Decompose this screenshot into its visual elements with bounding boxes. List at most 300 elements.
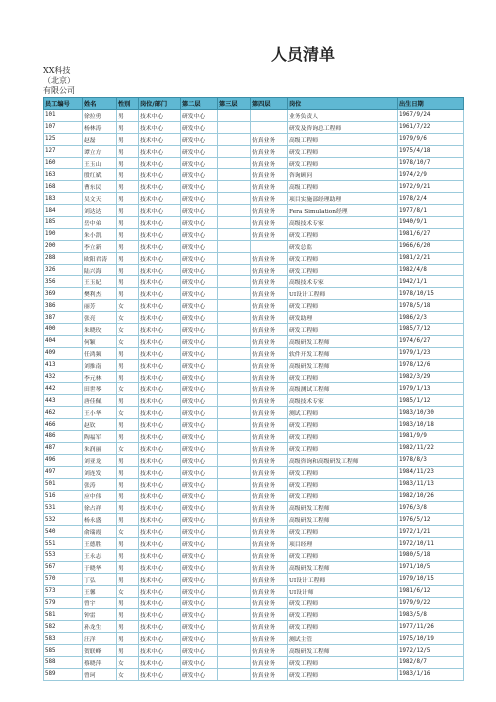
cell-birth-date: 1979/1/23 <box>398 347 464 359</box>
cell-employee-id: 551 <box>44 538 83 550</box>
cell-gender: 男 <box>117 121 139 133</box>
cell-level-4: 仿真业务 <box>251 407 288 419</box>
cell-level-2: 研发中心 <box>181 181 218 193</box>
cell-gender: 女 <box>117 442 139 454</box>
cell-birth-date: 1972/12/5 <box>398 645 464 657</box>
cell-department: 技术中心 <box>139 193 181 205</box>
cell-birth-date: 1982/3/29 <box>398 371 464 383</box>
cell-position: 软件开发工程师 <box>288 347 398 359</box>
cell-department: 技术中心 <box>139 324 181 336</box>
cell-department: 技术中心 <box>139 668 181 680</box>
cell-position: 高级工程师 <box>288 133 398 145</box>
cell-level-3 <box>218 193 251 205</box>
cell-level-2: 研发中心 <box>181 621 218 633</box>
cell-employee-id: 573 <box>44 585 83 597</box>
cell-level-2: 研发中心 <box>181 597 218 609</box>
cell-position: 高级咨询和高级研发工程师 <box>288 454 398 466</box>
cell-level-3 <box>218 419 251 431</box>
cell-employee-id: 581 <box>44 609 83 621</box>
cell-level-3 <box>218 157 251 169</box>
cell-employee-id: 516 <box>44 490 83 502</box>
cell-birth-date: 1979/10/15 <box>398 573 464 585</box>
cell-gender: 男 <box>117 419 139 431</box>
cell-level-3 <box>218 514 251 526</box>
cell-level-4 <box>251 110 288 122</box>
cell-level-3 <box>218 205 251 217</box>
cell-level-3 <box>218 395 251 407</box>
cell-birth-date: 1978/10/15 <box>398 288 464 300</box>
cell-position: 高级工程师 <box>288 181 398 193</box>
cell-name: 蔡晓萍 <box>83 656 117 668</box>
cell-level-4: 仿真业务 <box>251 359 288 371</box>
cell-level-3 <box>218 645 251 657</box>
cell-employee-id: 326 <box>44 264 83 276</box>
cell-level-2: 研发中心 <box>181 240 218 252</box>
cell-level-3 <box>218 264 251 276</box>
cell-department: 技术中心 <box>139 157 181 169</box>
cell-position: 高级研发工程师 <box>288 335 398 347</box>
cell-department: 技术中心 <box>139 609 181 621</box>
cell-position: Fera Simulation经理 <box>288 205 398 217</box>
cell-level-4: 仿真业务 <box>251 252 288 264</box>
cell-level-4: 仿真业务 <box>251 133 288 145</box>
cell-birth-date: 1976/5/12 <box>398 514 464 526</box>
cell-gender: 男 <box>117 538 139 550</box>
cell-position: 高级技术专家 <box>288 276 398 288</box>
cell-level-3 <box>218 240 251 252</box>
cell-level-4: 仿真业务 <box>251 526 288 538</box>
company-line-3: 有限公司 <box>43 86 75 95</box>
cell-level-4: 仿真业务 <box>251 431 288 443</box>
cell-position: 研发工程师 <box>288 324 398 336</box>
cell-position: 业务负责人 <box>288 110 398 122</box>
cell-level-3 <box>218 454 251 466</box>
cell-department: 技术中心 <box>139 371 181 383</box>
cell-position: 高级研发工程师 <box>288 359 398 371</box>
cell-name: 丽芳 <box>83 300 117 312</box>
cell-level-3 <box>218 276 251 288</box>
table-row <box>44 656 464 668</box>
cell-gender: 男 <box>117 561 139 573</box>
table-row <box>44 133 464 145</box>
cell-level-4: 仿真业务 <box>251 645 288 657</box>
cell-gender: 女 <box>117 668 139 680</box>
cell-department: 技术中心 <box>139 347 181 359</box>
cell-employee-id: 443 <box>44 395 83 407</box>
cell-gender: 男 <box>117 573 139 585</box>
cell-department: 技术中心 <box>139 490 181 502</box>
cell-birth-date: 1982/8/7 <box>398 656 464 668</box>
table-row <box>44 668 464 680</box>
cell-employee-id: 101 <box>44 110 83 122</box>
cell-name: 谭立方 <box>83 145 117 157</box>
cell-employee-id: 570 <box>44 573 83 585</box>
cell-employee-id: 501 <box>44 478 83 490</box>
cell-employee-id: 487 <box>44 442 83 454</box>
cell-gender: 男 <box>117 157 139 169</box>
cell-level-2: 研发中心 <box>181 526 218 538</box>
cell-level-4: 仿真业务 <box>251 597 288 609</box>
cell-position: 测试主管 <box>288 633 398 645</box>
cell-department: 技术中心 <box>139 514 181 526</box>
cell-level-2: 研发中心 <box>181 478 218 490</box>
cell-employee-id: 386 <box>44 300 83 312</box>
cell-employee-id: 442 <box>44 383 83 395</box>
cell-birth-date: 1981/2/21 <box>398 252 464 264</box>
cell-level-4: 仿真业务 <box>251 264 288 276</box>
cell-department: 技术中心 <box>139 419 181 431</box>
cell-gender: 女 <box>117 324 139 336</box>
cell-employee-id: 466 <box>44 419 83 431</box>
cell-level-4: 仿真业务 <box>251 169 288 181</box>
cell-employee-id: 356 <box>44 276 83 288</box>
cell-gender: 男 <box>117 371 139 383</box>
cell-birth-date: 1967/9/24 <box>398 110 464 122</box>
cell-level-4: 仿真业务 <box>251 193 288 205</box>
cell-position: 研发助理 <box>288 312 398 324</box>
cell-gender: 女 <box>117 526 139 538</box>
cell-name: 王玉山 <box>83 157 117 169</box>
table-row <box>44 419 464 431</box>
table-row <box>44 490 464 502</box>
cell-level-4: 仿真业务 <box>251 145 288 157</box>
cell-gender: 男 <box>117 490 139 502</box>
cell-level-3 <box>218 633 251 645</box>
cell-birth-date: 1971/10/5 <box>398 561 464 573</box>
table-row <box>44 228 464 240</box>
cell-level-4: 仿真业务 <box>251 371 288 383</box>
cell-level-4: 仿真业务 <box>251 656 288 668</box>
cell-position: 研发工程师 <box>288 300 398 312</box>
cell-birth-date: 1983/10/18 <box>398 419 464 431</box>
cell-level-3 <box>218 288 251 300</box>
table-row <box>44 240 464 252</box>
column-header-department: 岗位/部门 <box>139 98 181 110</box>
cell-department: 技术中心 <box>139 502 181 514</box>
cell-level-2: 研发中心 <box>181 609 218 621</box>
cell-name: 俞瑞霞 <box>83 526 117 538</box>
cell-level-2: 研发中心 <box>181 157 218 169</box>
cell-name: 王玉紀 <box>83 276 117 288</box>
cell-level-2: 研发中心 <box>181 169 218 181</box>
cell-gender: 男 <box>117 609 139 621</box>
cell-name: 殷红斌 <box>83 169 117 181</box>
cell-employee-id: 127 <box>44 145 83 157</box>
cell-level-3 <box>218 549 251 561</box>
cell-level-2: 研发中心 <box>181 561 218 573</box>
cell-birth-date: 1983/1/16 <box>398 668 464 680</box>
cell-gender: 男 <box>117 466 139 478</box>
cell-birth-date: 1980/5/18 <box>398 549 464 561</box>
cell-level-2: 研发中心 <box>181 454 218 466</box>
cell-department: 技术中心 <box>139 597 181 609</box>
cell-department: 技术中心 <box>139 561 181 573</box>
table-row <box>44 169 464 181</box>
cell-level-3 <box>218 217 251 229</box>
table-body <box>44 110 464 681</box>
cell-birth-date: 1981/9/9 <box>398 431 464 443</box>
cell-level-3 <box>218 478 251 490</box>
cell-position: 研发工程师 <box>288 597 398 609</box>
cell-department: 技术中心 <box>139 395 181 407</box>
cell-level-3 <box>218 169 251 181</box>
cell-level-2: 研发中心 <box>181 228 218 240</box>
cell-level-2: 研发中心 <box>181 359 218 371</box>
cell-level-4: 仿真业务 <box>251 228 288 240</box>
cell-name: 欧阳君涛 <box>83 252 117 264</box>
table-row <box>44 383 464 395</box>
cell-gender: 女 <box>117 300 139 312</box>
cell-birth-date: 1940/9/1 <box>398 217 464 229</box>
table-row <box>44 324 464 336</box>
cell-level-2: 研发中心 <box>181 252 218 264</box>
cell-level-2: 研发中心 <box>181 656 218 668</box>
table-row <box>44 597 464 609</box>
cell-position: 高级研发工程师 <box>288 514 398 526</box>
cell-birth-date: 1942/1/1 <box>398 276 464 288</box>
cell-level-3 <box>218 312 251 324</box>
table-row <box>44 121 464 133</box>
cell-level-3 <box>218 573 251 585</box>
cell-employee-id: 531 <box>44 502 83 514</box>
table-row <box>44 264 464 276</box>
cell-gender: 男 <box>117 205 139 217</box>
column-header-name: 姓名 <box>83 98 117 110</box>
cell-birth-date: 1978/10/7 <box>398 157 464 169</box>
column-header-level-4: 第四层 <box>251 98 288 110</box>
cell-department: 技术中心 <box>139 240 181 252</box>
cell-name: 岳中弟 <box>83 217 117 229</box>
cell-birth-date: 1983/5/8 <box>398 609 464 621</box>
cell-employee-id: 369 <box>44 288 83 300</box>
cell-gender: 男 <box>117 359 139 371</box>
cell-department: 技术中心 <box>139 312 181 324</box>
cell-name: 唐佳佩 <box>83 395 117 407</box>
cell-gender: 男 <box>117 217 139 229</box>
cell-level-3 <box>218 383 251 395</box>
cell-name: 王永志 <box>83 549 117 561</box>
cell-level-2: 研发中心 <box>181 145 218 157</box>
table-row <box>44 312 464 324</box>
cell-position: 研发工程师 <box>288 490 398 502</box>
cell-department: 技术中心 <box>139 264 181 276</box>
cell-level-3 <box>218 252 251 264</box>
cell-gender: 男 <box>117 276 139 288</box>
cell-level-3 <box>218 145 251 157</box>
table-row <box>44 645 464 657</box>
cell-level-2: 研发中心 <box>181 633 218 645</box>
cell-birth-date: 1972/1/21 <box>398 526 464 538</box>
cell-level-2: 研发中心 <box>181 347 218 359</box>
cell-employee-id: 432 <box>44 371 83 383</box>
table-row <box>44 478 464 490</box>
table-row <box>44 395 464 407</box>
cell-level-2: 研发中心 <box>181 395 218 407</box>
cell-name: 汪洋 <box>83 633 117 645</box>
cell-level-3 <box>218 538 251 550</box>
cell-employee-id: 200 <box>44 240 83 252</box>
cell-level-3 <box>218 371 251 383</box>
cell-level-4: 仿真业务 <box>251 466 288 478</box>
column-header-position: 岗位 <box>288 98 398 110</box>
table-row <box>44 526 464 538</box>
cell-level-3 <box>218 621 251 633</box>
cell-name: 王小华 <box>83 407 117 419</box>
cell-level-2: 研发中心 <box>181 288 218 300</box>
cell-department: 技术中心 <box>139 466 181 478</box>
cell-position: UI设计师 <box>288 585 398 597</box>
cell-gender: 女 <box>117 656 139 668</box>
cell-employee-id: 413 <box>44 359 83 371</box>
cell-birth-date: 1983/10/30 <box>398 407 464 419</box>
cell-birth-date: 1976/3/8 <box>398 502 464 514</box>
cell-name: 徐占祥 <box>83 502 117 514</box>
cell-employee-id: 585 <box>44 645 83 657</box>
cell-department: 技术中心 <box>139 633 181 645</box>
table-row <box>44 549 464 561</box>
cell-level-4: 仿真业务 <box>251 276 288 288</box>
cell-name: 应中伟 <box>83 490 117 502</box>
table-row <box>44 431 464 443</box>
cell-employee-id: 589 <box>44 668 83 680</box>
column-header-level-2: 第二层 <box>181 98 218 110</box>
cell-gender: 女 <box>117 585 139 597</box>
cell-level-3 <box>218 431 251 443</box>
cell-level-4: 仿真业务 <box>251 585 288 597</box>
cell-level-4: 仿真业务 <box>251 454 288 466</box>
cell-employee-id: 184 <box>44 205 83 217</box>
column-header-gender: 性别 <box>117 98 139 110</box>
cell-birth-date: 1981/6/12 <box>398 585 464 597</box>
cell-employee-id: 163 <box>44 169 83 181</box>
table-row <box>44 573 464 585</box>
table-row <box>44 335 464 347</box>
cell-birth-date: 1984/11/23 <box>398 466 464 478</box>
cell-birth-date: 1961/7/22 <box>398 121 464 133</box>
cell-position: UI设计工程师 <box>288 288 398 300</box>
cell-level-2: 研发中心 <box>181 133 218 145</box>
cell-name: 曾宇 <box>83 597 117 609</box>
cell-level-4: 仿真业务 <box>251 324 288 336</box>
cell-name: 田世琴 <box>83 383 117 395</box>
cell-name: 刘亚龙 <box>83 454 117 466</box>
cell-level-4: 仿真业务 <box>251 668 288 680</box>
cell-birth-date: 1979/1/13 <box>398 383 464 395</box>
cell-birth-date: 1981/6/27 <box>398 228 464 240</box>
cell-level-3 <box>218 110 251 122</box>
cell-department: 技术中心 <box>139 252 181 264</box>
cell-employee-id: 168 <box>44 181 83 193</box>
cell-gender: 男 <box>117 549 139 561</box>
cell-name: 陶福军 <box>83 431 117 443</box>
cell-level-3 <box>218 561 251 573</box>
cell-birth-date: 1977/11/26 <box>398 621 464 633</box>
cell-level-2: 研发中心 <box>181 264 218 276</box>
cell-level-3 <box>218 526 251 538</box>
cell-name: 刘推南 <box>83 359 117 371</box>
table-row <box>44 514 464 526</box>
cell-level-3 <box>218 490 251 502</box>
cell-level-4 <box>251 240 288 252</box>
cell-position: 研发工程师 <box>288 145 398 157</box>
cell-department: 技术中心 <box>139 656 181 668</box>
page-title: 人员清单 <box>270 45 335 64</box>
cell-department: 技术中心 <box>139 573 181 585</box>
cell-department: 技术中心 <box>139 407 181 419</box>
cell-name: 徐拉勇 <box>83 110 117 122</box>
cell-level-3 <box>218 442 251 454</box>
cell-level-4: 仿真业务 <box>251 561 288 573</box>
cell-position: 测试工程师 <box>288 407 398 419</box>
cell-name: 李立新 <box>83 240 117 252</box>
cell-employee-id: 553 <box>44 549 83 561</box>
cell-level-4: 仿真业务 <box>251 347 288 359</box>
cell-gender: 男 <box>117 597 139 609</box>
cell-department: 技术中心 <box>139 217 181 229</box>
cell-department: 技术中心 <box>139 181 181 193</box>
cell-department: 技术中心 <box>139 359 181 371</box>
table-row <box>44 145 464 157</box>
cell-position: 高级研发工程师 <box>288 502 398 514</box>
cell-name: 赵钦 <box>83 419 117 431</box>
cell-level-2: 研发中心 <box>181 442 218 454</box>
cell-birth-date: 1977/8/1 <box>398 205 464 217</box>
cell-name: 樊利杰 <box>83 288 117 300</box>
table-row <box>44 466 464 478</box>
cell-level-2: 研发中心 <box>181 276 218 288</box>
cell-level-4: 仿真业务 <box>251 442 288 454</box>
cell-position: 研发工程师 <box>288 228 398 240</box>
cell-level-3 <box>218 347 251 359</box>
cell-level-2: 研发中心 <box>181 324 218 336</box>
cell-position: 研发工程师 <box>288 442 398 454</box>
cell-name: 曹东民 <box>83 181 117 193</box>
cell-department: 技术中心 <box>139 526 181 538</box>
cell-level-2: 研发中心 <box>181 573 218 585</box>
cell-name: 吴文天 <box>83 193 117 205</box>
table-row <box>44 288 464 300</box>
cell-level-4: 仿真业务 <box>251 205 288 217</box>
cell-employee-id: 160 <box>44 157 83 169</box>
cell-position: 研发工程师 <box>288 609 398 621</box>
cell-level-2: 研发中心 <box>181 335 218 347</box>
cell-name: 王馨 <box>83 585 117 597</box>
cell-employee-id: 288 <box>44 252 83 264</box>
cell-level-2: 研发中心 <box>181 193 218 205</box>
cell-gender: 男 <box>117 454 139 466</box>
cell-birth-date: 1974/6/27 <box>398 335 464 347</box>
cell-employee-id: 496 <box>44 454 83 466</box>
cell-name: 李元林 <box>83 371 117 383</box>
cell-birth-date: 1978/2/4 <box>398 193 464 205</box>
table-row <box>44 561 464 573</box>
cell-level-2: 研发中心 <box>181 407 218 419</box>
cell-birth-date: 1978/12/6 <box>398 359 464 371</box>
staff-table <box>43 97 464 681</box>
cell-level-2: 研发中心 <box>181 466 218 478</box>
cell-position: 研发工程师 <box>288 419 398 431</box>
company-line-2: （北京） <box>43 76 75 85</box>
company-name <box>43 66 75 96</box>
cell-level-4: 仿真业务 <box>251 312 288 324</box>
cell-employee-id: 185 <box>44 217 83 229</box>
cell-level-3 <box>218 228 251 240</box>
cell-level-2: 研发中心 <box>181 300 218 312</box>
cell-level-4: 仿真业务 <box>251 549 288 561</box>
cell-birth-date: 1982/11/22 <box>398 442 464 454</box>
cell-department: 技术中心 <box>139 585 181 597</box>
cell-birth-date: 1982/10/26 <box>398 490 464 502</box>
